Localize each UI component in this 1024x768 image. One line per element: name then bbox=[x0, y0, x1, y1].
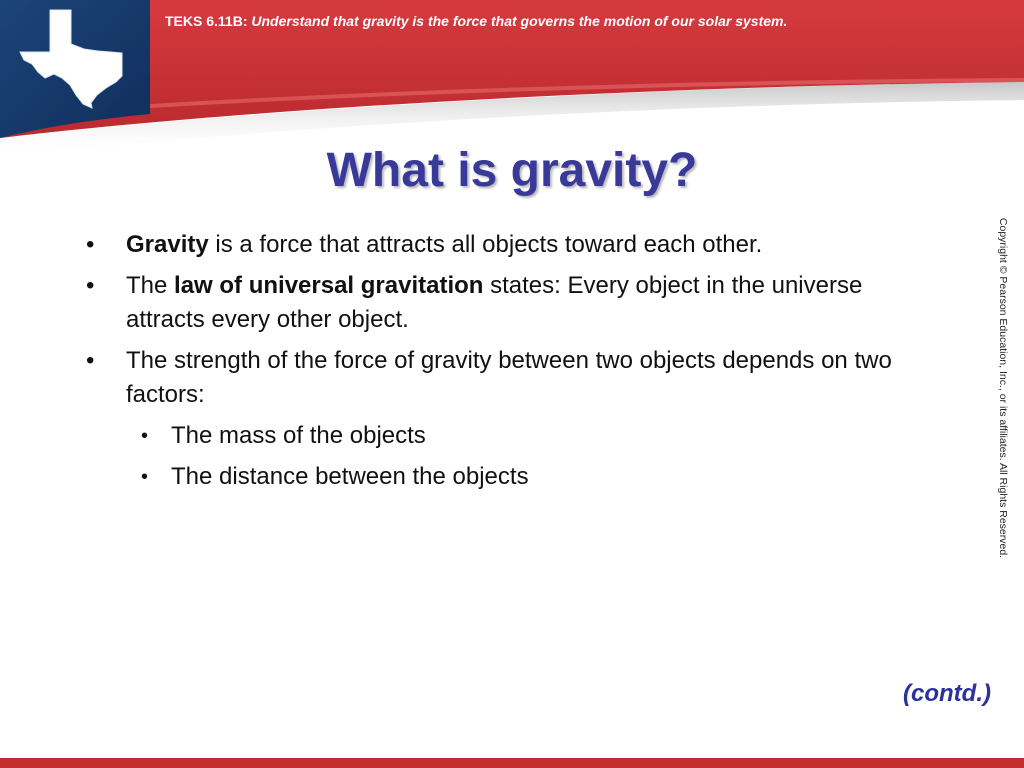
sub-bullet-mass bbox=[86, 419, 916, 453]
slide-title: What is gravity? bbox=[326, 144, 698, 197]
bullet-list bbox=[86, 228, 916, 501]
bullet-text: states: Every object in the universe attracts every other object. bbox=[126, 272, 863, 333]
footer-bar bbox=[0, 758, 1024, 768]
bullet-text: is a force that attracts all objects toward each other. bbox=[208, 231, 763, 258]
sub-bullet-text: The distance between the objects bbox=[171, 463, 529, 490]
teks-description: Understand that gravity is the force that governs the motion of our solar system. bbox=[251, 13, 788, 29]
term-gravity: Gravity bbox=[126, 231, 209, 258]
bullet-icon: • bbox=[141, 466, 149, 488]
bullet-icon: • bbox=[86, 272, 95, 299]
sub-bullet-distance bbox=[86, 460, 916, 494]
bullet-item-law bbox=[86, 269, 916, 337]
bullet-item-gravity bbox=[86, 228, 916, 262]
term-law-of-universal-gravitation: law of universal gravitation bbox=[174, 272, 484, 299]
bullet-item-strength bbox=[86, 344, 916, 412]
copyright-notice: Copyright © Pearson Education, Inc., or its affiliates. All Rights Reserved. bbox=[997, 217, 1009, 559]
continued-label: (contd.) bbox=[903, 680, 991, 707]
bullet-icon: • bbox=[86, 347, 95, 374]
teks-standard bbox=[165, 13, 965, 29]
bullet-text: The strength of the force of gravity between two objects depends on two factors: bbox=[126, 347, 892, 408]
bullet-icon: • bbox=[86, 231, 95, 258]
teks-label: TEKS 6.11B: bbox=[165, 13, 248, 29]
sub-bullet-text: The mass of the objects bbox=[171, 422, 426, 449]
bullet-text: The bbox=[126, 272, 175, 299]
bullet-icon: • bbox=[141, 425, 149, 447]
